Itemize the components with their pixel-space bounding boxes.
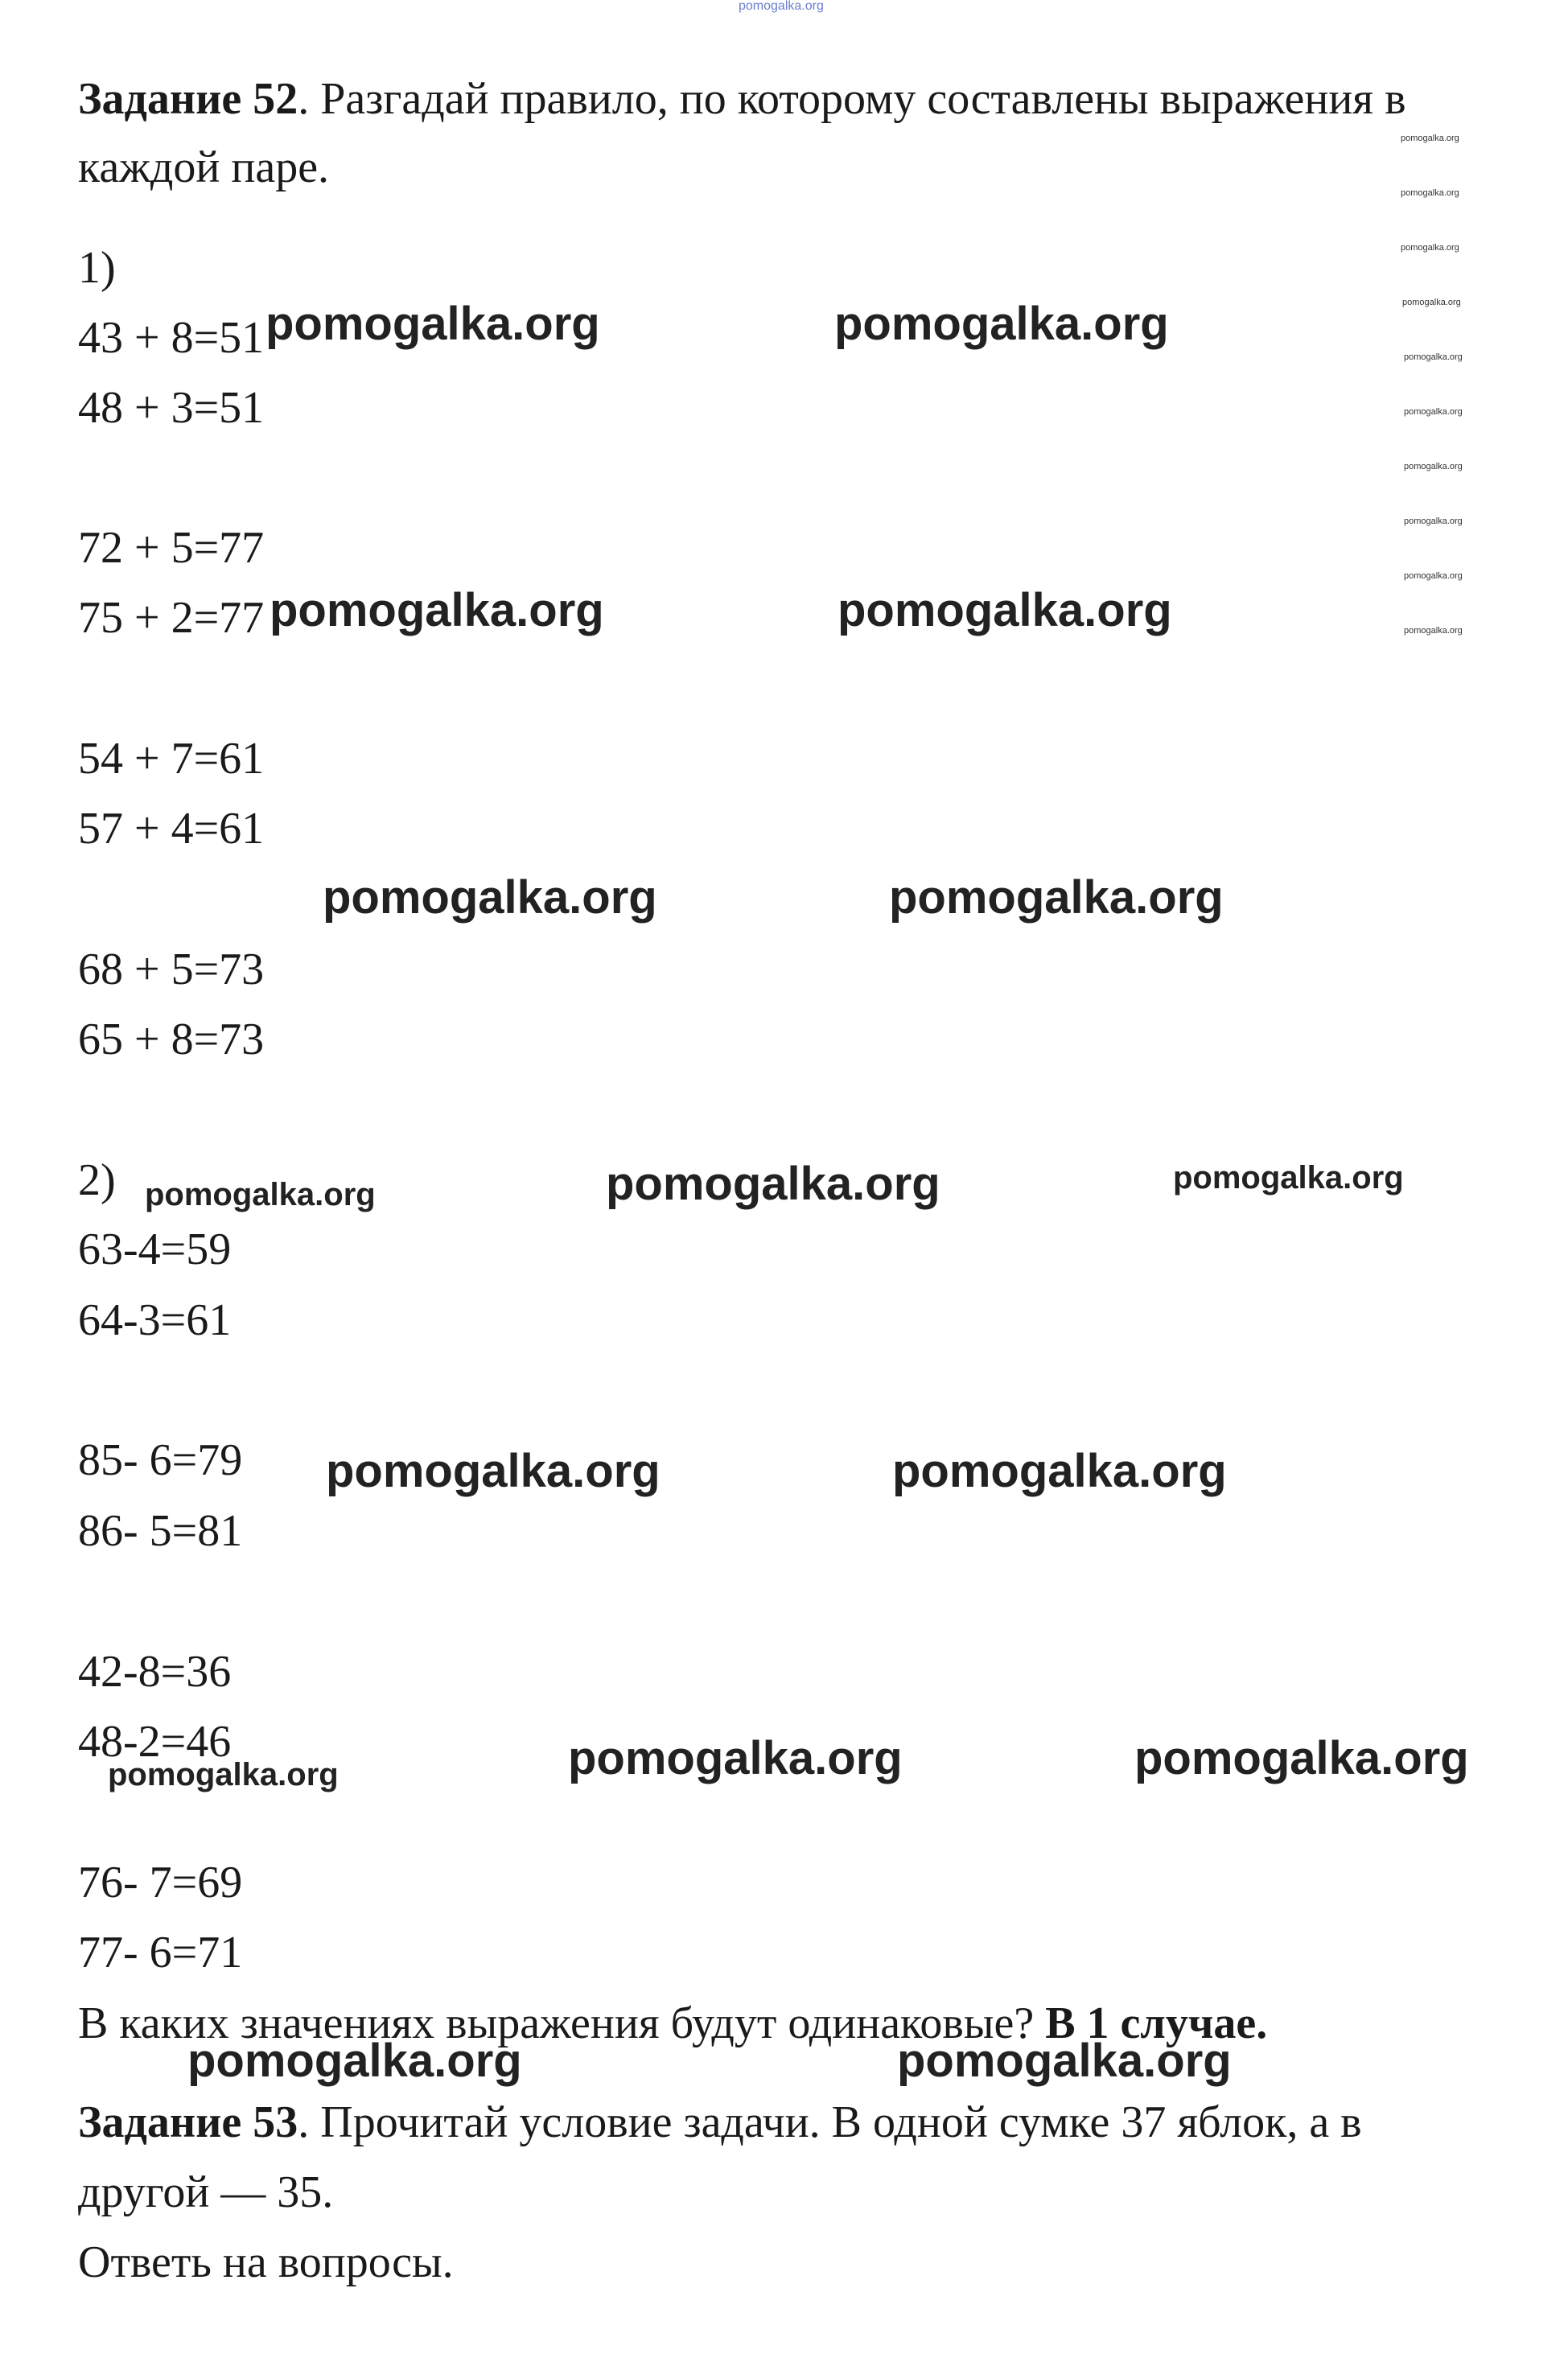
part-1-expression: 57 + 4=61 <box>78 804 265 854</box>
watermark-tiny: pomogalka.org <box>1404 462 1463 471</box>
part-2-expression: 85- 6=79 <box>78 1435 243 1485</box>
watermark-tiny: pomogalka.org <box>1402 298 1461 307</box>
watermark-tiny: pomogalka.org <box>1401 188 1459 198</box>
part-2-expression: 64-3=61 <box>78 1295 232 1345</box>
task-52-text-1: . Разгадай правило, по которому составлены выражения в <box>298 74 1406 124</box>
task-52-line-1 <box>78 71 1406 127</box>
part-2-expression: 63-4=59 <box>78 1224 232 1274</box>
watermark: pomogalka.org <box>1173 1160 1404 1196</box>
part-2-expression: 86- 5=81 <box>78 1506 243 1556</box>
watermark: pomogalka.org <box>145 1177 376 1212</box>
part-1-expression: 48 + 3=51 <box>78 383 265 433</box>
watermark: pomogalka.org <box>1134 1732 1469 1784</box>
part-2-expression: 76- 7=69 <box>78 1858 243 1907</box>
watermark-tiny: pomogalka.org <box>1401 134 1459 143</box>
watermark: pomogalka.org <box>834 298 1169 350</box>
part-1-expression: 75 + 2=77 <box>78 593 265 643</box>
watermark: pomogalka.org <box>265 298 600 350</box>
watermark-tiny: pomogalka.org <box>1404 407 1463 417</box>
part-1-label: 1) <box>78 243 116 293</box>
question-answer: В 1 случае. <box>1045 1998 1268 2048</box>
watermark: pomogalka.org <box>892 1445 1227 1497</box>
watermark: pomogalka.org <box>323 871 657 924</box>
watermark: pomogalka.org <box>270 584 604 636</box>
watermark: pomogalka.org <box>838 584 1172 636</box>
task-53-line-2: другой — 35. <box>78 2167 334 2217</box>
watermark: pomogalka.org <box>897 2035 1232 2087</box>
watermark: pomogalka.org <box>606 1158 940 1210</box>
part-2-expression: 48-2=46 <box>78 1717 232 1767</box>
part-1-expression: 72 + 5=77 <box>78 523 265 573</box>
watermark-tiny: pomogalka.org <box>1404 352 1463 362</box>
watermark: pomogalka.org <box>108 1757 339 1792</box>
watermark-tiny: pomogalka.org <box>1404 626 1463 636</box>
part-2-expression: 42-8=36 <box>78 1647 232 1697</box>
watermark-tiny: pomogalka.org <box>1404 516 1463 526</box>
task-53-line-3: Ответь на вопросы. <box>78 2237 454 2287</box>
part-2-label: 2) <box>78 1155 116 1205</box>
question-text: В каких значениях выражения будут одинаковые? <box>78 1998 1046 2048</box>
watermark: pomogalka.org <box>187 2035 522 2087</box>
task-52-title: Задание 52 <box>78 74 298 124</box>
watermark-tiny: pomogalka.org <box>1401 243 1459 253</box>
part-1-expression: 65 + 8=73 <box>78 1014 265 1064</box>
part-1-expression: 43 + 8=51 <box>78 313 265 363</box>
watermark: pomogalka.org <box>889 871 1224 924</box>
part-1-expression: 68 + 5=73 <box>78 944 265 994</box>
task-52-line-2: каждой паре. <box>78 142 330 192</box>
watermark-top: pomogalka.org <box>739 0 824 13</box>
task-53-text-1: . Прочитай условие задачи. В одной сумке 37 яблок, а в <box>298 2097 1362 2147</box>
watermark: pomogalka.org <box>326 1445 661 1497</box>
task-53-line-1 <box>78 2094 1362 2150</box>
part-2-expression: 77- 6=71 <box>78 1928 243 1977</box>
part-1-expression: 54 + 7=61 <box>78 734 265 784</box>
task-53-title: Задание 53 <box>78 2097 298 2147</box>
watermark: pomogalka.org <box>568 1732 903 1784</box>
watermark-tiny: pomogalka.org <box>1404 571 1463 581</box>
